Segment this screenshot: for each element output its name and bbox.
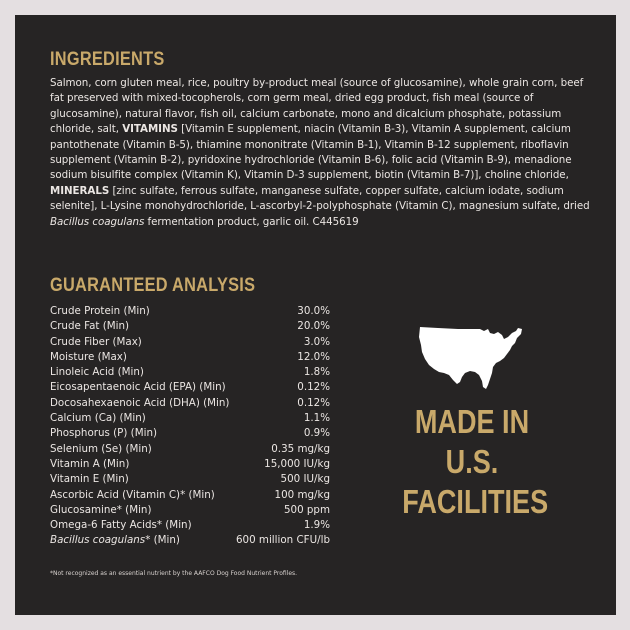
- analysis-value: 20.0%: [297, 320, 330, 333]
- guaranteed-analysis-table: [50, 304, 330, 549]
- analysis-value: 100 mg/kg: [274, 488, 330, 501]
- analysis-nutrient: Crude Protein (Min): [50, 305, 150, 317]
- analysis-row: [50, 442, 330, 457]
- analysis-nutrient: Selenium (Se) (Min): [50, 442, 152, 455]
- analysis-nutrient: Vitamin A (Min): [50, 457, 130, 470]
- badge-line-3: FACILITIES: [402, 483, 549, 520]
- ingredients-text: [50, 76, 595, 230]
- analysis-value: 0.9%: [303, 427, 330, 440]
- analysis-row: [50, 472, 330, 487]
- badge-line-1: MADE IN: [414, 403, 530, 440]
- ingredients-segment: [zinc sulfate, ferrous sulfate, manganese sulfate, copper sulfate, calcium iodate, sodium selenite], L-Lysine monohydrochloride, L-ascorbyl-2-polyphosphate (Vitamin C), magnesium sulfate, dried: [50, 184, 590, 213]
- analysis-row: [50, 396, 330, 411]
- analysis-row: [50, 426, 330, 441]
- analysis-nutrient: Omega-6 Fatty Acids* (Min): [50, 519, 192, 532]
- analysis-value: 3.0%: [303, 335, 330, 348]
- analysis-value: 500 IU/kg: [280, 473, 330, 486]
- analysis-value: 30.0%: [297, 305, 330, 317]
- analysis-nutrient-italic: Bacillus coagulans: [50, 534, 146, 547]
- analysis-nutrient: Eicosapentaenoic Acid (EPA) (Min): [50, 381, 226, 394]
- analysis-nutrient: Crude Fat (Min): [50, 320, 129, 333]
- analysis-nutrient: [50, 533, 180, 548]
- label-panel: [15, 15, 616, 615]
- analysis-nutrient: Ascorbic Acid (Vitamin C)* (Min): [50, 488, 215, 501]
- analysis-nutrient: Docosahexaenoic Acid (DHA) (Min): [50, 396, 230, 409]
- analysis-nutrient: Moisture (Max): [50, 350, 127, 363]
- analysis-nutrient: Calcium (Ca) (Min): [50, 412, 146, 425]
- analysis-nutrient: Phosphorus (P) (Min): [50, 427, 157, 440]
- analysis-row: [50, 518, 330, 533]
- ingredients-heading: INGREDIENTS: [50, 49, 165, 70]
- analysis-row: [50, 319, 330, 334]
- ingredients-segment: Salmon, corn gluten meal, rice, poultry by-product meal (source of glucosamine), whole grain corn, beef fat preserved with mixed-tocopherols, corn germ meal, dried egg product, fish meal (source of glucosamine), natural flavor, fish oil, calcium carbonate, mono and dicalcium phosphate, potassium chloride, salt,: [50, 77, 584, 136]
- analysis-value: 600 million CFU/lb: [235, 534, 330, 547]
- analysis-value: 0.35 mg/kg: [271, 442, 330, 455]
- ingredients-segment: [Vitamin E supplement, niacin (Vitamin B-3), Vitamin A supplement, calcium pantothenate (Vitamin B-5), thiamine mononitrate (Vitamin B-1), Vitamin B-12 supplement, riboflavin supplement (Vitamin B-2), pyridoxine hydrochloride (Vitamin B-6), folic acid (Vitamin B-9), menadione sodium bisulfite complex (Vitamin K), Vitamin D-3 supplement, biotin (Vitamin B-7)], choline chloride,: [50, 123, 572, 182]
- analysis-row: [50, 380, 330, 395]
- analysis-value: 0.12%: [297, 381, 330, 394]
- analysis-value: 15,000 IU/kg: [264, 457, 330, 470]
- analysis-row: [50, 533, 330, 548]
- analysis-nutrient: Linoleic Acid (Min): [50, 366, 144, 379]
- analysis-value: 12.0%: [297, 350, 330, 363]
- analysis-value: 1.1%: [303, 412, 330, 425]
- guaranteed-analysis-heading: GUARANTEED ANALYSIS: [50, 275, 256, 296]
- analysis-row: [50, 350, 330, 365]
- analysis-value: 500 ppm: [283, 503, 330, 516]
- analysis-row: [50, 488, 330, 503]
- ingredients-segment: fermentation product, garlic oil. C445619: [144, 215, 359, 228]
- ingredients-segment: Bacillus coagulans: [50, 215, 145, 228]
- analysis-row: [50, 503, 330, 518]
- badge-line-2: U.S.: [445, 443, 499, 480]
- analysis-row: [50, 365, 330, 380]
- analysis-row: [50, 411, 330, 426]
- ingredients-segment: MINERALS: [50, 184, 110, 197]
- usa-map-icon: [418, 325, 526, 391]
- analysis-nutrient: Vitamin E (Min): [50, 473, 129, 486]
- ingredients-segment: VITAMINS: [122, 123, 178, 136]
- made-in-usa-badge: [387, 402, 557, 522]
- analysis-value: 1.8%: [303, 366, 330, 379]
- analysis-row: [50, 335, 330, 350]
- analysis-row: [50, 304, 330, 319]
- analysis-row: [50, 457, 330, 472]
- analysis-value: 0.12%: [297, 396, 330, 409]
- analysis-nutrient: Crude Fiber (Max): [50, 335, 142, 348]
- analysis-value: 1.9%: [303, 519, 330, 532]
- analysis-nutrient: Glucosamine* (Min): [50, 503, 152, 516]
- footnote: *Not recognized as an essential nutrient by the AAFCO Dog Food Nutrient Profiles.: [50, 570, 298, 577]
- analysis-nutrient-rest: * (Min): [145, 534, 180, 547]
